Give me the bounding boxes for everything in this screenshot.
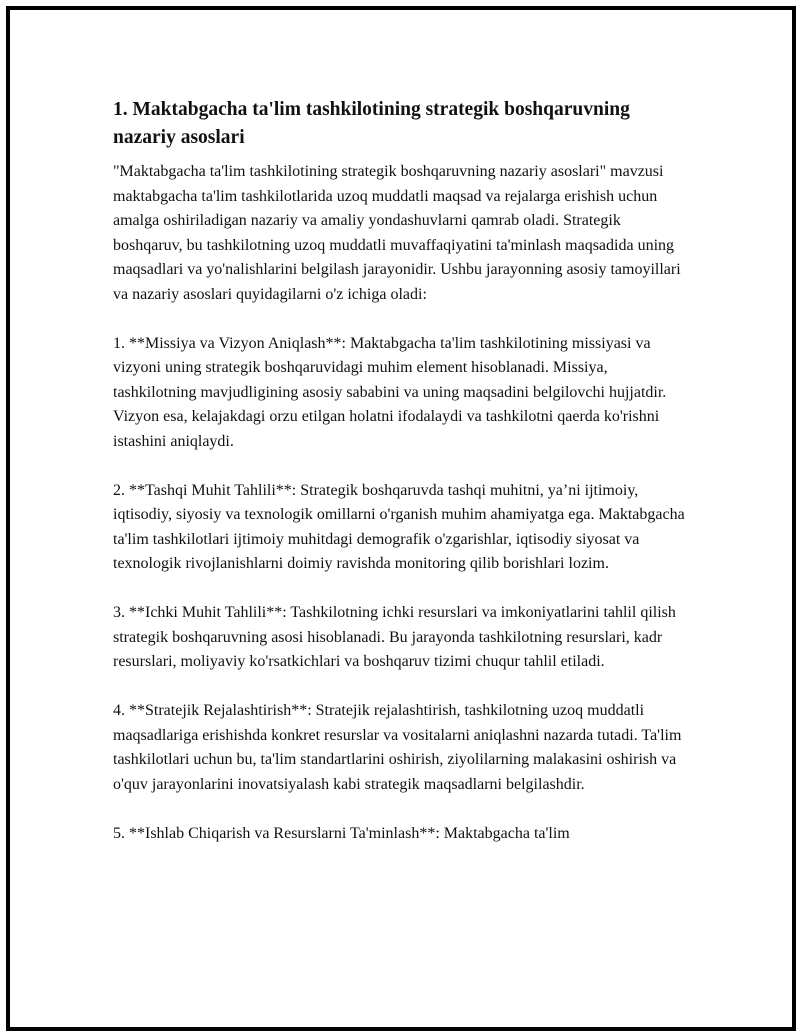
list-item-ichki-muhit: 3. **Ichki Muhit Tahlili**: Tashkilotning ichki resurslari va imkoniyatlarini tahlil qilish strategik boshqaruvning asosi hisoblanadi. Bu jarayonda tashkilotning resurslari, kadr resurslari, moliyaviy ko'rsatkichlari va boshqaruv tizimi chuqur tahlil etiladi. (113, 604, 676, 670)
list-item-tashqi-muhit: 2. **Tashqi Muhit Tahlili**: Strategik boshqaruvda tashqi muhitni, ya’ni ijtimoiy, iqtisodiy, siyosiy va texnologik omillarni o'rganish muhim ahamiyatga ega. Maktabgacha ta'lim tashkilotlari ijtimoiy muhitdagi demografik o'zgarishlar, iqtisodiy siyosat va texnologik rivojlanishlarni doimiy ravishda monitoring qilib borishlari lozim. (113, 481, 685, 572)
list-item-missiya: 1. **Missiya va Vizyon Aniqlash**: Maktabgacha ta'lim tashkilotining missiyasi va vizyoni uning strategik boshqaruvidagi muhim element hisoblanadi. Missiya, tashkilotning mavjudligining asosiy sababini va uning maqsadini belgilovchi hujjatdir. Vizyon esa, kelajakdagi orzu etilgan holatni ifodalaydi va tashkilotni qaerda ko'rishni istashini aniqlaydi. (113, 334, 667, 450)
list-item-resurslar: 5. **Ishlab Chiqarish va Resurslarni Ta'minlash**: Maktabgacha ta'lim (113, 824, 570, 842)
section-heading: 1. Maktabgacha ta'lim tashkilotining strategik boshqaruvning nazariy asoslari (113, 99, 630, 148)
list-item-rejalashtirish: 4. **Stratejik Rejalashtirish**: Stratejik rejalashtirish, tashkilotning uzoq muddatli maqsadlariga erishishda konkret resurslar va vositalarni aniqlashni nazarda tutadi. Ta'lim tashkilotlari uchun bu, ta'lim standartlarini oshirish, ziyolilarning malakasini oshirish va o'quv jarayonlarini inovatsiyalash kabi strategik maqsadlarni belgilashdir. (113, 702, 682, 793)
document-body (113, 96, 693, 871)
intro-paragraph: "Maktabgacha ta'lim tashkilotining strategik boshqaruvning nazariy asoslari" mavzusi maktabgacha ta'lim tashkilotlarida uzoq muddatli maqsad va rejalarga erishish uchun amalga oshiriladigan nazariy va amaliy yondashuvlarni qamrab oladi. Strategik boshqaruv, bu tashkilotning uzoq muddatli muvaffaqiyatini ta'minlash maqsadida uning maqsadlari va yo'nalishlarini belgilash jarayonidir. Ushbu jarayonning asosiy tamoyillari va nazariy asoslari quyidagilarni o'z ichiga oladi: (113, 163, 681, 303)
